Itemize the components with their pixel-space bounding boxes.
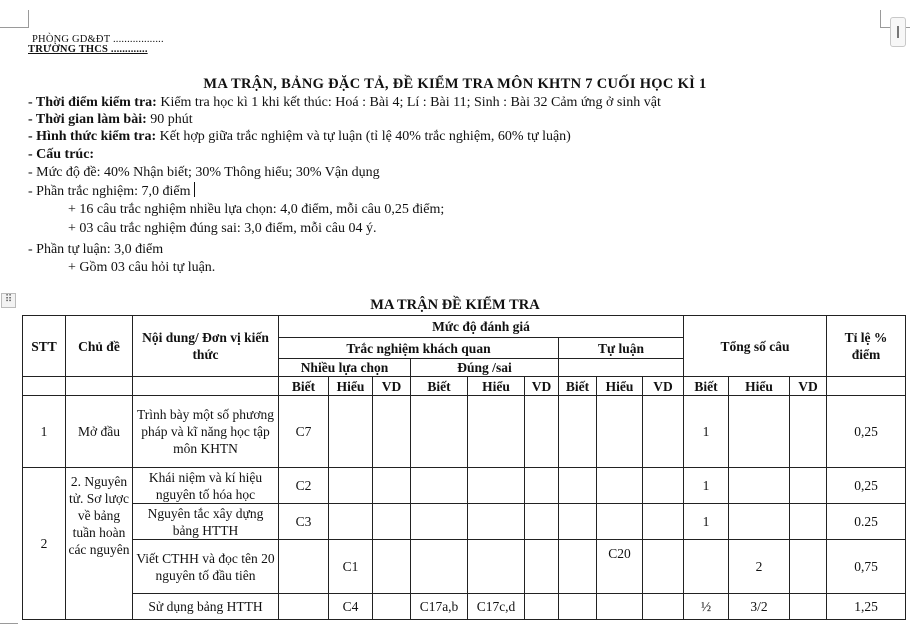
info-mc-item1: + 16 câu trắc nghiệm nhiều lựa chọn: 4,0 điểm, mỗi câu 0,25 điểm;: [68, 202, 445, 217]
school-header: TRƯỜNG THCS .............: [28, 44, 148, 55]
header-topic: Chủ đề: [66, 316, 133, 377]
row-content: Viết CTHH và đọc tên 20 nguyên tố đầu tiên: [133, 540, 279, 594]
cell: C7: [279, 396, 329, 468]
cell: [643, 396, 684, 468]
header-blank: [23, 377, 66, 396]
row-topic: 2. Nguyên tử. Sơ lược về bảng tuần hoàn các nguyên: [66, 468, 133, 620]
cell: [643, 594, 684, 620]
header-understand: Hiểu: [597, 377, 643, 396]
cell: [411, 468, 468, 504]
cell: [790, 396, 827, 468]
cell: [525, 468, 559, 504]
header-essay: Tự luận: [559, 338, 684, 359]
cell: [790, 594, 827, 620]
table-row: [23, 594, 906, 620]
table-move-handle-icon[interactable]: ⠿: [1, 293, 16, 308]
cell: [597, 594, 643, 620]
header-true-false: Đúng /sai: [411, 359, 559, 377]
table-row: [23, 468, 906, 504]
cell: C20: [597, 540, 643, 594]
crop-mark-v-right: [880, 10, 881, 28]
cell: 1: [684, 468, 729, 504]
header-understand: Hiểu: [329, 377, 373, 396]
cell: 1: [684, 396, 729, 468]
cell: [468, 540, 525, 594]
info-structure: - Cấu trúc:: [28, 147, 95, 162]
cell: C2: [279, 468, 329, 504]
cell: [525, 504, 559, 540]
info-duration: - Thời gian làm bài: 90 phút: [28, 112, 193, 127]
row-content: Sử dụng bảng HTTH: [133, 594, 279, 620]
info-essay-item: + Gồm 03 câu hỏi tự luận.: [68, 260, 216, 275]
header-essay-blank: [559, 359, 684, 377]
header-blank: [133, 377, 279, 396]
header-objective: Trắc nghiệm khách quan: [279, 338, 559, 359]
row-ratio: 1,25: [827, 594, 906, 620]
cell: ½: [684, 594, 729, 620]
cell: [373, 504, 411, 540]
cell: [684, 540, 729, 594]
row-content: Nguyên tắc xây dựng bảng HTTH: [133, 504, 279, 540]
cell: [373, 396, 411, 468]
cell: [729, 468, 790, 504]
header-content: Nội dung/ Đơn vị kiến thức: [133, 316, 279, 377]
header-apply: VD: [525, 377, 559, 396]
cell: [559, 540, 597, 594]
cell: [329, 396, 373, 468]
cell: [411, 540, 468, 594]
cell: C3: [279, 504, 329, 540]
cell: C1: [329, 540, 373, 594]
info-essay-part: - Phần tự luận: 3,0 điểm: [28, 242, 164, 257]
cell: [411, 396, 468, 468]
cell: C17a,b: [411, 594, 468, 620]
cell: 3/2: [729, 594, 790, 620]
header-stt: STT: [23, 316, 66, 377]
header-blank: [827, 377, 906, 396]
header-apply: VD: [643, 377, 684, 396]
cell: [373, 540, 411, 594]
crop-mark-h: [0, 27, 28, 28]
cell: [468, 504, 525, 540]
header-level: Mức độ đánh giá: [279, 316, 684, 338]
department-header: PHÒNG GD&ĐT ..................: [32, 34, 164, 45]
cell: [373, 468, 411, 504]
crop-mark-h-bottom: [0, 623, 18, 624]
info-mc-part: - Phần trắc nghiệm: 7,0 điểm: [28, 182, 195, 200]
header-multiple-choice: Nhiều lựa chọn: [279, 359, 411, 377]
cell: [329, 468, 373, 504]
header-apply: VD: [373, 377, 411, 396]
header-understand: Hiểu: [729, 377, 790, 396]
cell: C4: [329, 594, 373, 620]
cell: [643, 468, 684, 504]
header-know: Biết: [684, 377, 729, 396]
row-stt: 2: [23, 468, 66, 620]
cell: [559, 468, 597, 504]
row-topic: Mở đầu: [66, 396, 133, 468]
cell: [525, 540, 559, 594]
header-blank: [66, 377, 133, 396]
cell: [559, 396, 597, 468]
cell: [729, 396, 790, 468]
row-ratio: 0.25: [827, 504, 906, 540]
cell: [643, 504, 684, 540]
table-row: [23, 396, 906, 468]
header-know: Biết: [279, 377, 329, 396]
cell: C17c,d: [468, 594, 525, 620]
row-content: Khái niệm và kí hiệu nguyên tố hóa học: [133, 468, 279, 504]
cell: [790, 468, 827, 504]
cell: [643, 540, 684, 594]
cell: [279, 594, 329, 620]
info-mc-item2: + 03 câu trắc nghiệm đúng sai: 3,0 điểm, mỗi câu 04 ý.: [68, 221, 377, 236]
matrix-title: MA TRẬN ĐỀ KIỂM TRA: [370, 297, 540, 313]
header-total: Tổng số câu: [684, 316, 827, 377]
side-panel-toggle-button[interactable]: [890, 17, 906, 47]
table-row: [23, 504, 906, 540]
text-cursor: [194, 182, 196, 197]
header-understand: Hiểu: [468, 377, 525, 396]
cell: 2: [729, 540, 790, 594]
cell: [279, 540, 329, 594]
header-know: Biết: [411, 377, 468, 396]
info-levels: - Mức độ đề: 40% Nhận biết; 30% Thông hiểu; 30% Vận dụng: [28, 165, 380, 180]
assessment-matrix-table: [22, 315, 906, 620]
cell: [597, 468, 643, 504]
row-stt: 1: [23, 396, 66, 468]
cell: [790, 540, 827, 594]
row-ratio: 0,25: [827, 396, 906, 468]
row-ratio: 0,75: [827, 540, 906, 594]
cell: 1: [684, 504, 729, 540]
header-ratio: Tỉ lệ % điểm: [827, 316, 906, 377]
cell: [597, 396, 643, 468]
row-content: Trình bày một số phương pháp và kĩ năng học tập môn KHTN: [133, 396, 279, 468]
row-ratio: 0,25: [827, 468, 906, 504]
cell: [525, 396, 559, 468]
document-title: MA TRẬN, BẢNG ĐẶC TẢ, ĐỀ KIỂM TRA MÔN KHTN 7 CUỐI HỌC KÌ 1: [203, 76, 707, 92]
cell: [411, 504, 468, 540]
cell: [729, 504, 790, 540]
cell: [525, 594, 559, 620]
cell: [468, 396, 525, 468]
header-know: Biết: [559, 377, 597, 396]
info-time-point: - Thời điểm kiểm tra: Kiểm tra học kì 1 khi kết thúc: Hoá : Bài 4; Lí : Bài 11; Sinh : Bài 32 Cảm ứng ở sinh vật: [28, 95, 661, 110]
table-row: [23, 540, 906, 594]
cell: [468, 468, 525, 504]
info-format: - Hình thức kiểm tra: Kết hợp giữa trắc nghiệm và tự luận (tỉ lệ 40% trắc nghiệm, 60% tự luận): [28, 129, 571, 144]
cell: [559, 504, 597, 540]
cell: [597, 504, 643, 540]
cell: [329, 504, 373, 540]
header-apply: VD: [790, 377, 827, 396]
cell: [373, 594, 411, 620]
cell: [790, 504, 827, 540]
crop-mark-v: [28, 10, 29, 28]
cell: [559, 594, 597, 620]
